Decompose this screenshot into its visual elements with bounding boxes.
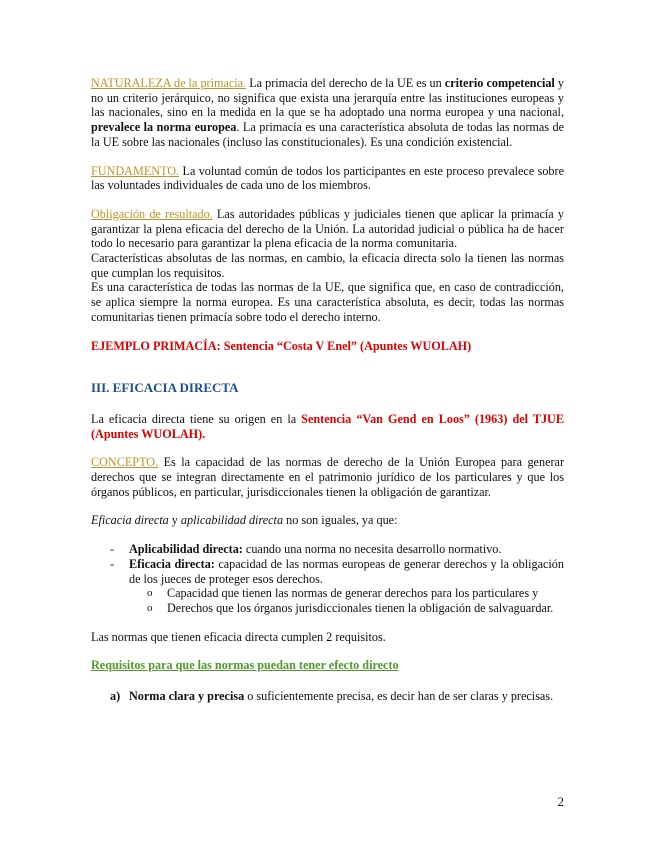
text-run: La voluntad común de todos los participantes en este proceso prevalece sobre las voluntades individuales de cada uno de los miembros.	[91, 163, 564, 193]
label-naturaleza: NATURALEZA de la primacía.	[91, 76, 247, 90]
bold-criterio-competencial: criterio competencial	[444, 76, 555, 90]
sub-list	[129, 586, 564, 615]
sub-list-item: o Capacidad que tienen las normas de generar derechos para los particulares y	[129, 586, 564, 601]
paragraph-eficacia-aplicabilidad	[91, 513, 564, 528]
paragraph-naturaleza	[91, 76, 564, 150]
paragraph-caracteristicas: Características absolutas de las normas, en cambio, la eficacia directa solo la tienen las normas que cumplan los requisitos.	[91, 251, 564, 280]
text-run: Las autoridades públicas y judiciales tienen que aplicar la primacía y garantizar la plena eficacia del derecho de la Unión. La autoridad judicial o pública ha de hacer todo lo necesario para garantizar la plena eficacia de la norma comunitaria.	[91, 206, 564, 251]
text-run: cuando una norma no necesita desarrollo normativo.	[242, 542, 502, 557]
paragraph-obligacion	[91, 207, 564, 251]
example-heading: EJEMPLO PRIMACÍA: Sentencia “Costa V Enel” (Apuntes WUOLAH)	[91, 338, 472, 353]
text-run: y no un criterio jerárquico, no significa que exista una jerarquía entre las instituciones europeas y las nacionales, sino en la medida en la que se ha adoptado una norma europea y una nacional,	[91, 76, 564, 120]
text-run: La primacía del derecho de la UE es un	[246, 76, 445, 90]
italic-eficacia-directa: Eficacia directa	[91, 513, 169, 528]
paragraph-caracteristica-ue: Es una característica de todas las normas de la UE, que significa que, en caso de contradicción, se aplica siempre la norma europea. Es una característica absoluta, es decir, todas las normas comunitarias tienen primacía sobre todo el derecho interno.	[91, 280, 564, 324]
requirements-heading: Requisitos para que las normas puedan tener efecto directo	[91, 658, 399, 673]
list-item-eficacia	[91, 557, 564, 616]
text-run: o suficientemente precisa, es decir han de ser claras y precisas.	[244, 689, 554, 704]
paragraph-origen	[91, 412, 564, 441]
paragraph-requisitos: Las normas que tienen eficacia directa cumplen 2 requisitos.	[91, 629, 386, 644]
bold-aplicabilidad: Aplicabilidad directa:	[129, 542, 243, 557]
red-sentencia-van-gend: Sentencia “Van Gend en Loos” (1963) del TJUE (Apuntes WUOLAH).	[91, 411, 564, 441]
bold-prevalece-norma: prevalece la norma europea	[91, 120, 237, 135]
list-item-aplicabilidad	[91, 542, 564, 557]
paragraph-fundamento	[91, 164, 564, 193]
requirement-a	[91, 689, 564, 704]
text-run: La eficacia directa tiene su origen en la	[91, 411, 302, 426]
paragraph-concepto	[91, 455, 564, 499]
text-run: y	[168, 513, 181, 528]
label-concepto: CONCEPTO.	[91, 455, 159, 470]
text-run: . La primacía es una característica absoluta de todas las normas de la UE sobre las nacionales (incluso las constitucionales). Es una condición existencial.	[91, 120, 564, 149]
page-content	[91, 76, 564, 704]
section-heading: III. EFICACIA DIRECTA	[91, 380, 239, 396]
page-number: 2	[557, 794, 564, 809]
definitions-list	[91, 542, 564, 616]
sub-list-item: o Derechos que los órganos jurisdiccionales tienen la obligación de salvaguardar.	[129, 601, 564, 616]
requirement-label: a)	[110, 689, 121, 704]
bold-norma-clara: Norma clara y precisa	[129, 689, 245, 704]
label-fundamento: FUNDAMENTO.	[91, 163, 180, 178]
text-run: Es la capacidad de las normas de derecho de la Unión Europea para generar derechos que se integran directamente en el patrimonio jurídico de los particulares y que los órganos públicos, en particular, jurisdiccionales tienen la obligación de garantizar.	[91, 455, 564, 499]
italic-aplicabilidad-directa: aplicabilidad directa	[180, 513, 284, 528]
label-obligacion: Obligación de resultado.	[91, 206, 213, 221]
bold-eficacia: Eficacia directa:	[129, 556, 215, 571]
text-run: no son iguales, ya que:	[283, 513, 398, 528]
text-run: capacidad de las normas europeas de generar derechos y la obligación de los jueces de proteger esos derechos.	[129, 556, 564, 586]
